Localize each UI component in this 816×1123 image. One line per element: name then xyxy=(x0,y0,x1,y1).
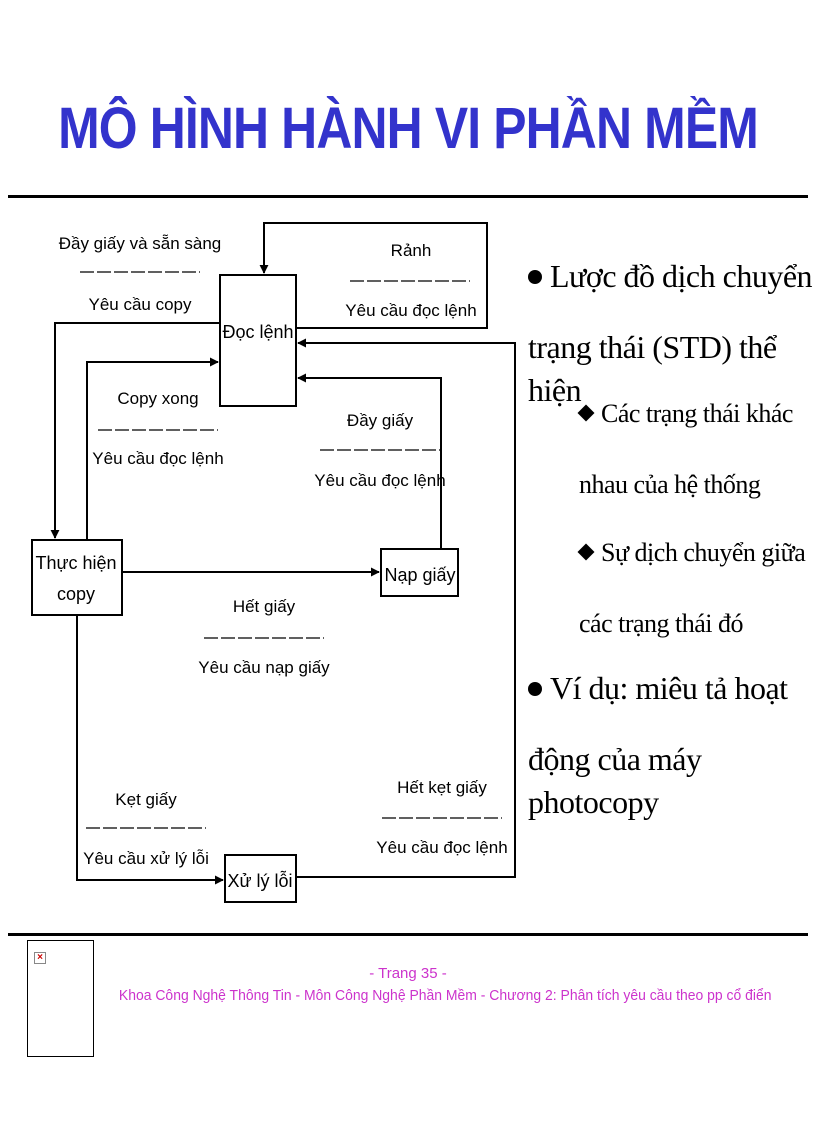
transition-label-t1 xyxy=(59,234,222,314)
subbullet-transitions-line1: Sự dịch chuyển giữa xyxy=(601,538,806,567)
transition-label-t5 xyxy=(198,597,330,677)
transition-label-t7 xyxy=(376,778,507,857)
t7-action: Yêu cầu đọc lệnh xyxy=(376,838,508,857)
bullet-example-line2: động của máy photocopy xyxy=(528,741,702,820)
t5-action: Yêu cầu nạp giấy xyxy=(198,658,330,677)
footer-course-info: Khoa Công Nghệ Thông Tin - Môn Công Nghệ Phần Mềm - Chương 2: Phân tích yêu cầu theo pp cổ điển xyxy=(118,987,772,1004)
state-xu-ly-loi xyxy=(225,855,296,902)
bullet-std xyxy=(528,255,813,408)
diamond-bullet-icon xyxy=(578,405,595,422)
arrow-thuc-hien-to-xu-ly-loi xyxy=(77,615,223,880)
bullet-list xyxy=(528,255,813,820)
t2-action: Yêu cầu đọc lệnh xyxy=(345,301,477,320)
t6-event: Kẹt giấy xyxy=(115,790,177,809)
state-xu-ly-loi-label: Xử lý lỗi xyxy=(227,871,293,891)
bullet-std-line1: Lược đồ dịch chuyển xyxy=(550,258,813,294)
subbullet-transitions xyxy=(580,535,813,642)
bullet-example xyxy=(528,667,813,820)
bullet-example-line1: Ví dụ: miêu tả hoạt xyxy=(550,670,788,706)
t1-event: Đầy giấy và sẵn sàng xyxy=(58,234,222,253)
transition-label-t3 xyxy=(92,389,223,468)
subbullet-transitions-line2: các trạng thái đó xyxy=(579,609,744,638)
bottom-divider xyxy=(8,933,808,936)
state-doc-lenh-label: Đọc lệnh xyxy=(222,322,294,342)
t2-event: Rảnh xyxy=(390,241,432,260)
bullet-dot-icon xyxy=(528,270,542,284)
t7-event: Hết kẹt giấy xyxy=(397,778,487,797)
transition-label-t6 xyxy=(83,790,209,868)
state-thuc-hien-label-1: Thực hiện xyxy=(35,553,117,573)
t3-event: Copy xong xyxy=(117,389,199,408)
state-doc-lenh xyxy=(220,275,296,406)
t5-event: Hết giấy xyxy=(232,597,296,616)
t3-action: Yêu cầu đọc lệnh xyxy=(92,449,224,468)
footer-page-number: - Trang 35 - xyxy=(369,965,447,982)
footer xyxy=(0,963,816,1007)
subbullet-states-line1: Các trạng thái khác xyxy=(601,399,793,428)
diamond-bullet-icon xyxy=(578,544,595,561)
bullet-std-line2: trạng thái (STD) thể hiện xyxy=(528,329,777,408)
arrow-nap-giay-to-doc-lenh xyxy=(298,378,441,549)
state-thuc-hien-label-2: copy xyxy=(56,584,96,604)
transition-label-t4 xyxy=(314,411,445,490)
broken-image-icon: × xyxy=(34,952,46,964)
transition-label-t2 xyxy=(345,241,476,320)
state-thuc-hien-copy xyxy=(32,540,122,615)
page-title: MÔ HÌNH HÀNH VI PHẦN MỀM xyxy=(58,96,758,161)
t1-action: Yêu cầu copy xyxy=(88,295,192,314)
state-nap-giay-label: Nạp giấy xyxy=(384,565,456,585)
subbullet-states xyxy=(580,396,813,503)
t4-action: Yêu cầu đọc lệnh xyxy=(314,471,446,490)
bullet-dot-icon xyxy=(528,682,542,696)
t6-action: Yêu cầu xử lý lỗi xyxy=(83,849,209,868)
t4-event: Đầy giấy xyxy=(346,411,414,430)
subbullet-states-line2: nhau của hệ thống xyxy=(579,470,761,499)
state-nap-giay xyxy=(381,549,458,596)
